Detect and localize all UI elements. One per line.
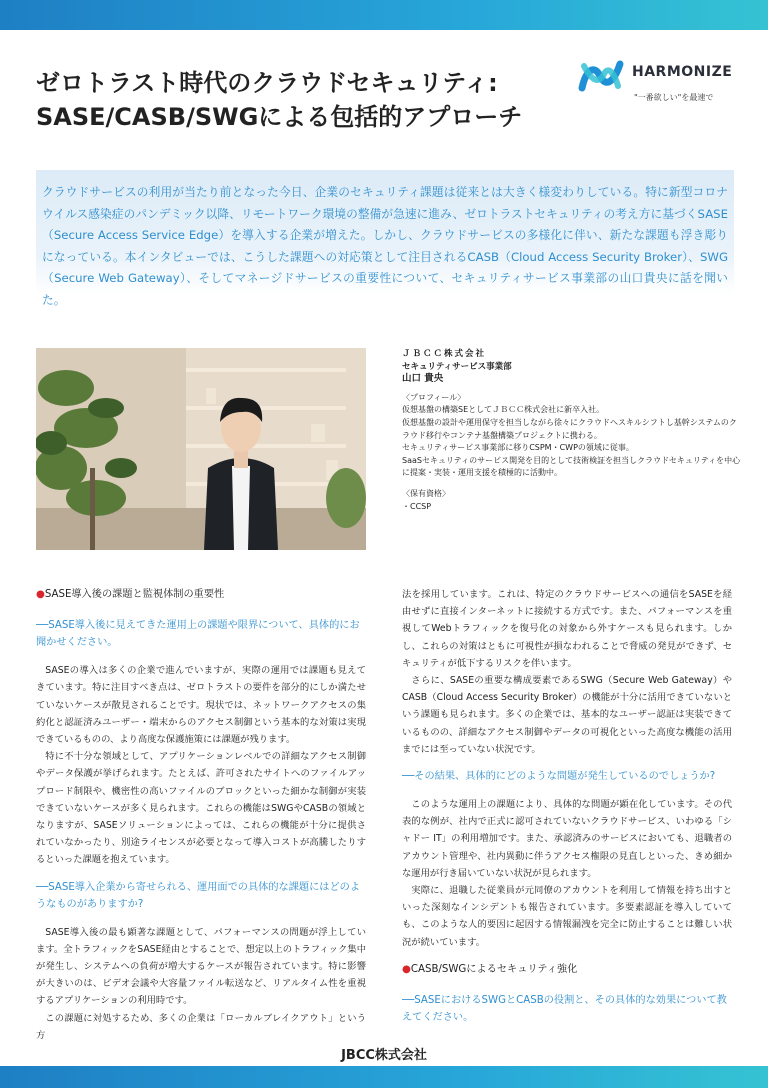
section-heading — [402, 961, 732, 978]
answer-paragraph: 実際に、退職した従業員が元同僚のアカウントを利用して情報を持ち出すといった深刻なインシデントも報告されています。多要素認証を導入していても、このような人的要因に起因する情報漏洩を完全に防止することは難しい状況が続いています。 — [402, 885, 732, 948]
title-line-2: SASE/CASB/SWGによる包括的アプローチ — [36, 103, 523, 131]
answer-paragraph: この課題に対処するため、多くの企業は「ローカルブレイクアウト」という方 — [36, 1012, 366, 1041]
title-line-1: ゼロトラスト時代のクラウドセキュリティ: — [36, 69, 498, 97]
section-heading-text: SASE導入後の課題と監視体制の重要性 — [44, 589, 225, 600]
cert-item: ・CCSP — [402, 501, 432, 511]
section-heading — [36, 586, 366, 603]
question: ──その結果、具体的にどのような問題が発生しているのでしょうか? — [402, 771, 716, 783]
answer-paragraph: 特に不十分な領域として、アプリケーションレベルでの詳細なアクセス制御やデータ保護が挙げられます。たとえば、許可されたサイトへのファイルアップロード制限や、機密性の高いファイルのブロックといった細かな制御が実装できていないケースが多く見られます。これらの機能はSWGやCASBの領域となりますが、SASEソリューションによっては、これらの機能が十分に提供されていなかったり、別途ライセンスが必要となって導入コストが高騰したりするといった課題を抱えています。 — [36, 751, 366, 866]
bottom-accent-bar — [0, 1066, 768, 1088]
harmonize-logo-icon — [576, 56, 626, 96]
profile-block — [402, 348, 742, 513]
left-column — [36, 586, 366, 1044]
profile-line: SaaSセキュリティのサービス開発を目的として技術検証を担当しクラウドセキュリティを中心に提案・実装・運用支援を積極的に活動中。 — [402, 455, 741, 478]
question: ──SASE導入企業から寄せられる、運用面での具体的な課題にはどのようなものがありますか? — [36, 881, 361, 910]
logo-tagline: "一番欲しい"を最速で — [634, 93, 714, 102]
right-column — [402, 586, 732, 1037]
answer-paragraph: さらに、SASEの重要な構成要素であるSWG（Secure Web Gateway）やCASB（Cloud Access Security Broker）の機能が十分に活用できていないという課題も見られます。多くの企業では、基本的なユーザー認証は実装できているものの、詳細なアクセス制御やデータの可視化といった高度な機能の活用までには至っていない状況です。 — [402, 675, 732, 755]
lead-paragraph: クラウドサービスの利用が当たり前となった今日、企業のセキュリティ課題は従来とは大きく様変わりしている。特に新型コロナウイルス感染症のパンデミック以降、リモートワーク環境の整備が急速に進み、ゼロトラストセキュリティの考え方に基づくSASE（Secure Access Service Edge）を導入する企業が増えた。しかし、クラウドサービスの多様化に伴い、新たな課題も浮き彫りになっている。本インタビューでは、こうした課題への対応策として注目されるCASB（Cloud Access Security Broker）、SWG（Secure Web Gateway）、そしてマネージドサービスの重要性について、セキュリティサービス事業部の山口貴央に話を聞いた。 — [42, 185, 728, 307]
logo-brand-name: HARMONIZE — [632, 64, 733, 80]
interviewee-photo — [36, 348, 366, 550]
answer-paragraph: SASEの導入は多くの企業で進んでいますが、実際の運用では課題も見えてきています。特に注目すべき点は、ゼロトラストの要件を部分的にしか満たせていないケースが散見されることです。現状では、ネットワークアクセスの集約化と認証済みユーザー・端末からのアクセス制御という基本的な対策は実現できているものの、より高度な保護施策には課題が残ります。 — [36, 665, 366, 746]
answer-paragraph: このような運用上の課題により、具体的な問題が顕在化しています。その代表的な例が、社内で正式に認可されていないクラウドサービス、いわゆる「シャドー IT」の利用増加です。また、承認済みのサービスにおいても、退職者のアカウント管理や、社内異動に伴うアクセス権限の見直しといった、きめ細かな運用が行き届いていない状況が見られます。 — [402, 799, 732, 879]
question: ──SASE導入後に見えてきた運用上の課題や限界について、具体的にお聞かせください。 — [36, 620, 360, 649]
profile-heading: 〈プロフィール〉 — [402, 392, 466, 402]
profile-department: セキュリティサービス事業部 — [402, 361, 512, 372]
profile-name: 山口 貴央 — [402, 373, 444, 385]
page-title — [36, 66, 556, 134]
answer-paragraph: 法を採用しています。これは、特定のクラウドサービスへの通信をSASEを経由せずに直接インターネットに接続する方式です。また、パフォーマンスを重視してWebトラフィックを復号化の対象から外すケースも見られます。しかし、これらの対策はともに可視性が損なわれることで脅威の発見ができず、セキュリティが低下するリスクを伴います。 — [402, 589, 732, 669]
profile-line: 仮想基盤の構築SEとしてＪＢＣＣ株式会社に新卒入社。 — [402, 405, 605, 415]
profile-company: ＪＢＣＣ株式会社 — [402, 349, 487, 359]
profile-line: 仮想基盤の設計や運用保守を担当しながら徐々にクラウドへスキルシフトし基幹システムのクラウド移行やコンテナ基盤構築プロジェクトに携わる。 — [402, 417, 737, 440]
red-bullet-icon: ● — [36, 589, 45, 600]
footer-company: JBCC株式会社 — [341, 1048, 427, 1063]
section-heading-text: CASB/SWGによるセキュリティ強化 — [410, 963, 578, 975]
red-bullet-icon: ● — [402, 963, 411, 975]
cert-heading: 〈保有資格〉 — [402, 488, 450, 498]
harmonize-logo — [576, 56, 746, 106]
question: ──SASEにおけるSWGとCASBの役割と、その具体的な効果について教えてください。 — [402, 995, 727, 1024]
profile-line: セキュリティサービス事業部に移りCSPM・CWPの領域に従事。 — [402, 443, 634, 453]
answer-paragraph: SASE導入後の最も顕著な課題として、パフォーマンスの問題が浮上しています。全トラフィックをSASE経由とすることで、想定以上のトラフィック集中が発生し、システムへの負荷が増大するケースが報告されています。特に影響が大きいのは、ビデオ会議や大容量ファイル転送など、リアルタイム性を重視するアプリケーションの利用時です。 — [36, 926, 366, 1007]
office-scene-image — [36, 348, 366, 550]
lead-box — [36, 170, 734, 307]
top-accent-bar — [0, 0, 768, 30]
